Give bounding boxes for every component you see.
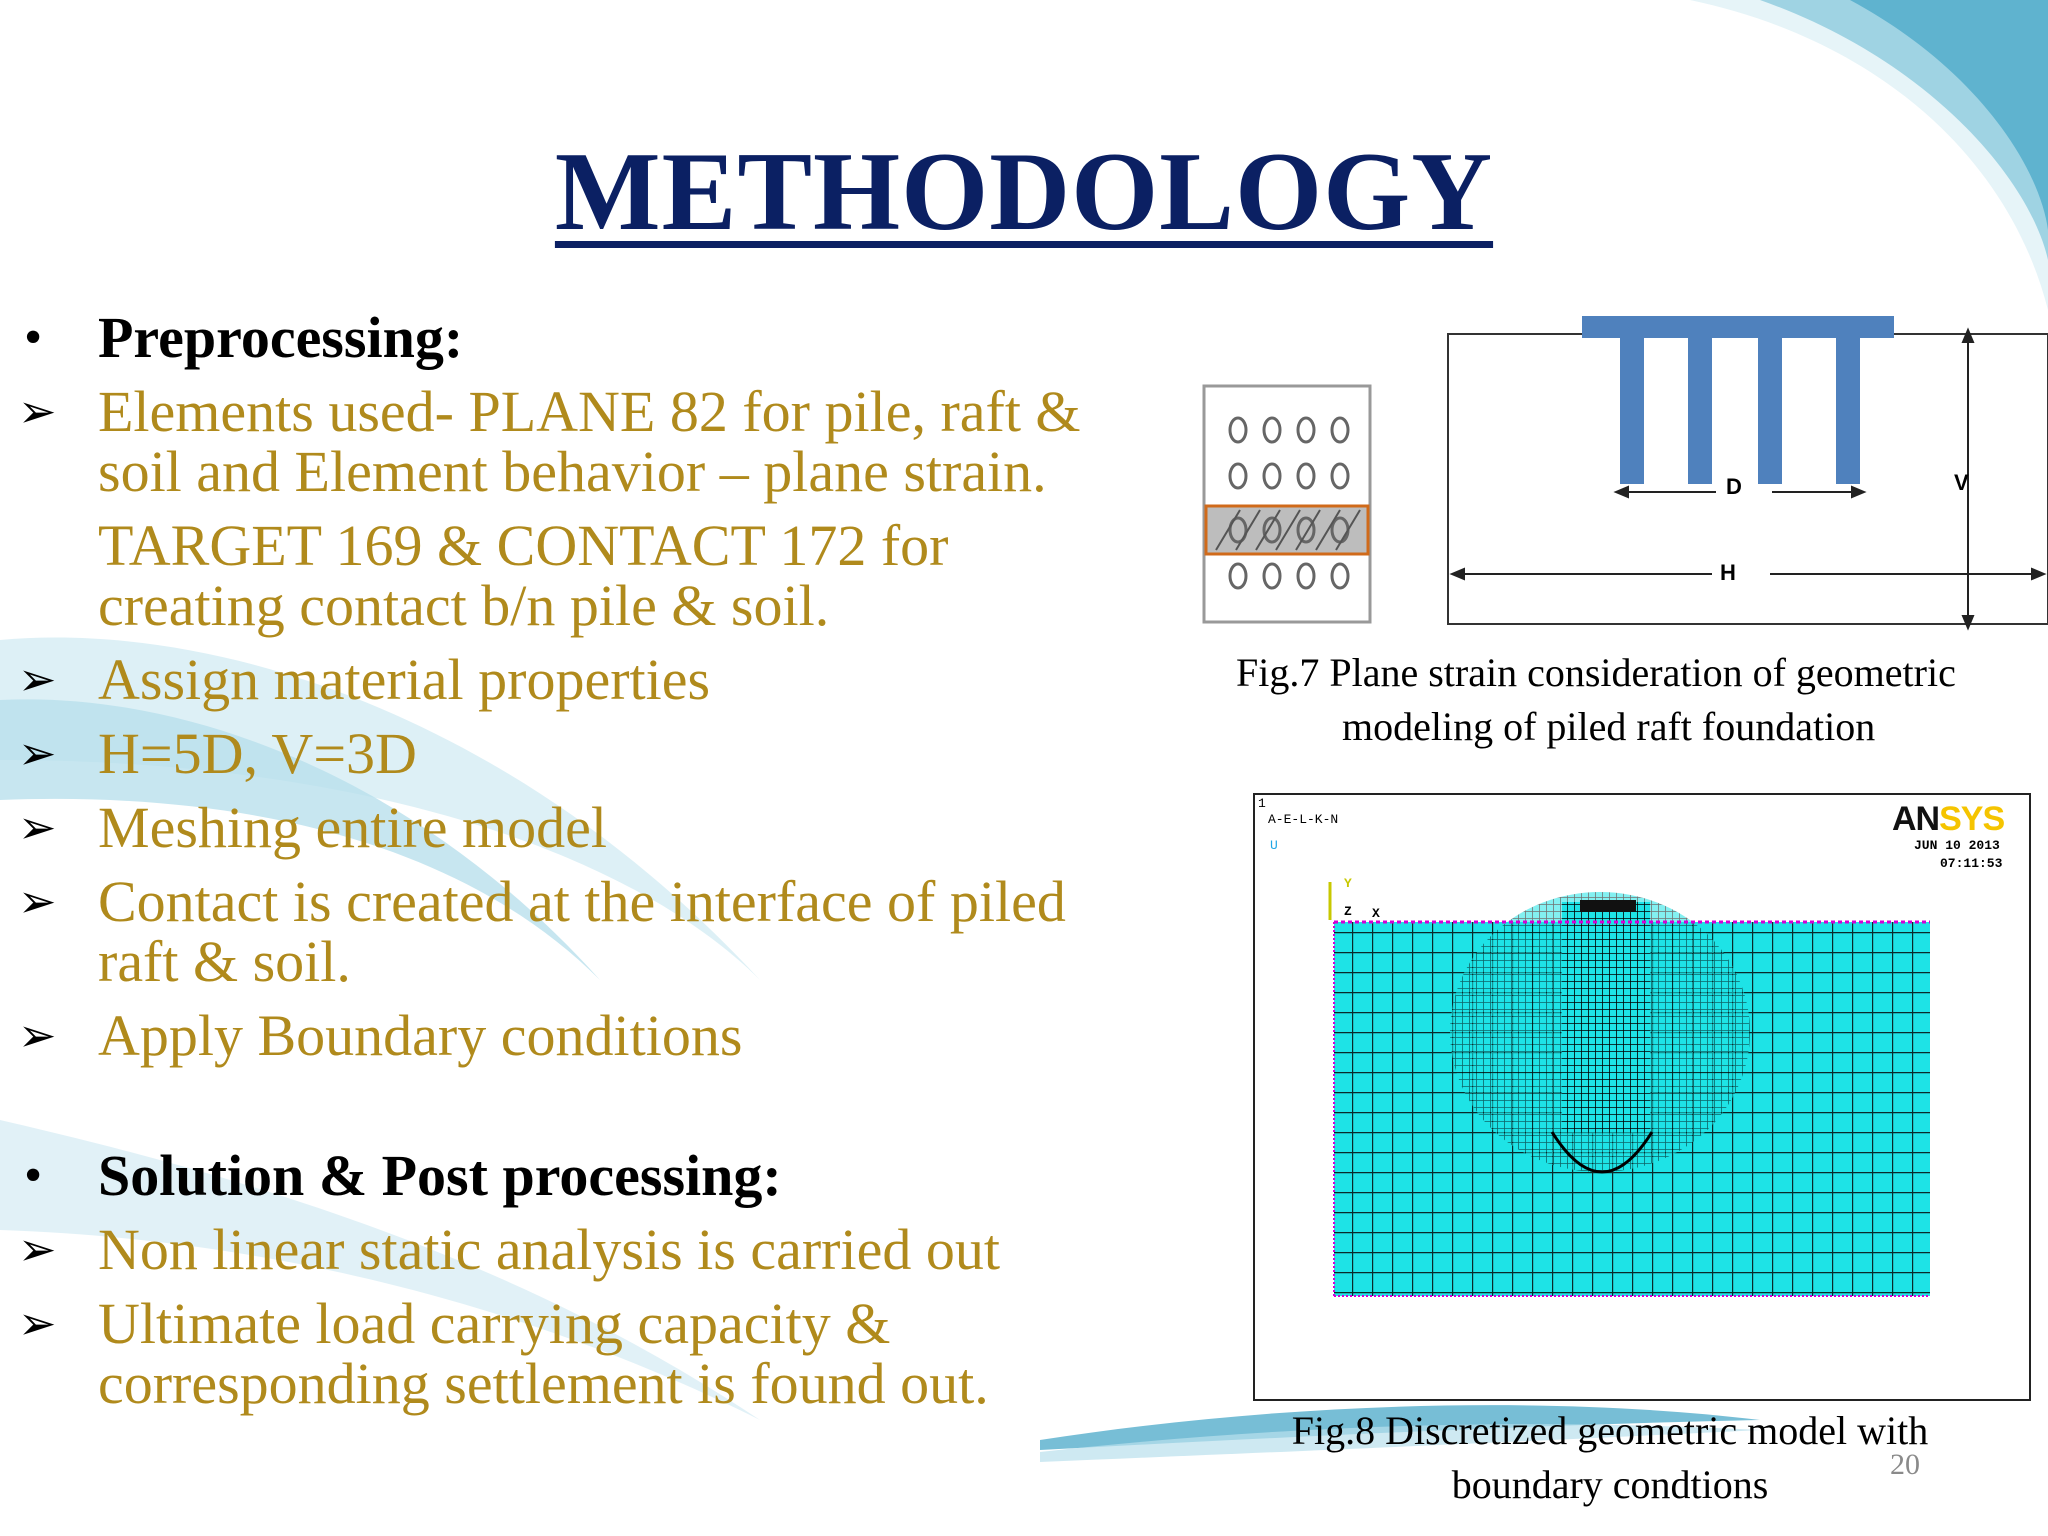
arrow-bullet-icon: ➢ <box>18 1298 57 1349</box>
axis-x-label: X <box>1372 906 1380 921</box>
arrow-bullet-icon: ➢ <box>18 728 57 779</box>
ansys-element-label: A-E-L-K-N <box>1268 812 1339 827</box>
arrow-bullet-icon: ➢ <box>18 876 57 927</box>
bullet-icon: • <box>24 309 43 366</box>
fig7-caption: Fig.7 Plane strain consideration of geometric modeling of piled raft foundation <box>1236 650 1956 749</box>
list-item: ➢ H=5D, V=3D <box>18 721 417 786</box>
list-item: TARGET 169 & CONTACT 172 for creating contact b/n pile & soil. <box>98 513 949 638</box>
list-item: ➢ Meshing entire model <box>18 795 608 860</box>
axis-y-label: Y <box>1344 876 1352 891</box>
arrow-bullet-icon: ➢ <box>18 802 57 853</box>
bullet-icon: • <box>24 1147 43 1204</box>
fig7-label-d: D <box>1726 474 1742 499</box>
list-item: ➢ Apply Boundary conditions <box>18 1003 743 1068</box>
slide-title: METHODOLOGY <box>554 130 1494 254</box>
arrow-bullet-icon: ➢ <box>18 386 57 437</box>
fig7-label-h: H <box>1720 560 1736 585</box>
ansys-logo: ANSYS <box>1892 800 2005 838</box>
ansys-u-label: U <box>1270 838 1278 853</box>
fig7-label-v: V <box>1954 470 1969 495</box>
axis-z-label: Z <box>1344 904 1352 919</box>
list-item: ➢ Assign material properties <box>18 647 711 712</box>
fig8-ansys-mesh <box>1252 792 2032 1402</box>
ansys-date: JUN 10 2013 <box>1914 838 2000 853</box>
ansys-corner-number: 1 <box>1258 796 1266 811</box>
fig7-plane-strain-diagram <box>1196 310 2048 640</box>
arrow-bullet-icon: ➢ <box>18 654 57 705</box>
ansys-time: 07:11:53 <box>1940 856 2003 871</box>
list-item: ➢ Contact is created at the interface of piled raft & soil. <box>18 869 1066 994</box>
pile-group-plan-view <box>1204 386 1370 622</box>
arrow-bullet-icon: ➢ <box>18 1224 57 1275</box>
section-heading-solution: • Solution & Post processing: <box>18 1146 1188 1206</box>
list-item: ➢ Non linear static analysis is carried out <box>18 1217 1000 1282</box>
pile-raft-mesh <box>1562 902 1650 1132</box>
bullet-content <box>18 305 1188 1416</box>
fig8-caption: Fig.8 Discretized geometric model with boundary condtions <box>1291 1408 1929 1507</box>
list-item: ➢ Ultimate load carrying capacity & corresponding settlement is found out. <box>18 1291 989 1416</box>
list-item: ➢ Elements used- PLANE 82 for pile, raft & soil and Element behavior – plane strain. <box>18 379 1081 504</box>
arrow-bullet-icon: ➢ <box>18 1010 57 1061</box>
slide-number: 20 <box>1890 1448 1920 1481</box>
section-heading-preprocessing: • Preprocessing: <box>18 308 1188 368</box>
